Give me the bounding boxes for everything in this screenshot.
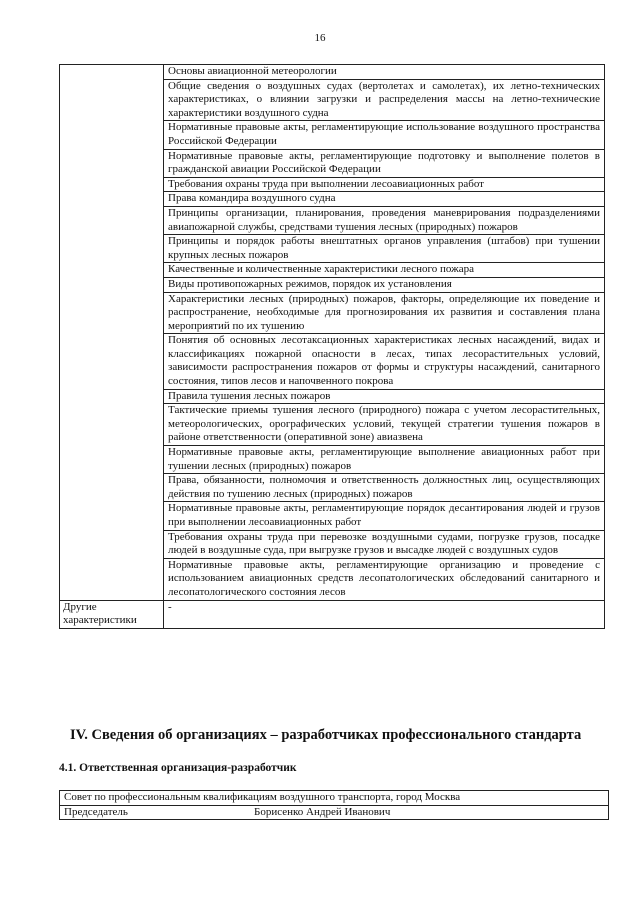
knowledge-item: Общие сведения о воздушных судах (вертолетах и самолетах), их летно-технических характеристиках, о влиянии загрузки и распределения массы на летно-технические характеристики воздушного судна	[164, 79, 605, 121]
knowledge-item: Тактические приемы тушения лесного (природного) пожара с учетом лесорастительных, метеорологических, орографических условий, текущей стратегии тушения пожаров в районе ответственности (оперативной зоне) авиазвена	[164, 404, 605, 446]
page-number: 16	[314, 32, 326, 44]
knowledge-item: Понятия об основных лесотаксационных характеристиках лесных насаждений, видах и классификациях пожарной опасности в лесах, типах лесорастительных условий, зависимости распространения пожаров от формы и структуры насаждений, санитарного состояния, типов лесов и напочвенного покрова	[164, 334, 605, 389]
knowledge-item: Характеристики лесных (природных) пожаров, факторы, определяющие их поведение и распространение, необходимые для прогнозирования их развития и составления плана мероприятий по их тушению	[164, 292, 605, 334]
chair-role: Председатель	[64, 805, 128, 818]
knowledge-item: Принципы и порядок работы внештатных органов управления (штабов) при тушении крупных лесных пожаров	[164, 235, 605, 263]
knowledge-item: Требования охраны труда при перевозке воздушными судами, погрузке грузов, посадке людей в воздушные суда, при выгрузке грузов и высадке людей с воздушных судов	[164, 530, 605, 558]
other-characteristics-label: Другие характеристики	[60, 600, 164, 628]
requirements-table-body	[60, 65, 605, 629]
other-characteristics-value: -	[164, 600, 605, 628]
knowledge-item: Качественные и количественные характеристики лесного пожара	[164, 263, 605, 278]
knowledge-item: Принципы организации, планирования, проведения маневрирования подразделениями авиапожарной службы, средствами тушения лесных (природных) пожаров	[164, 206, 605, 234]
knowledge-item: Нормативные правовые акты, регламентирующие использование воздушного пространства Российской Федерации	[164, 121, 605, 149]
chair-row	[60, 805, 609, 820]
knowledge-item: Нормативные правовые акты, регламентирующие порядок десантирования людей и грузов при выполнении лесоавиационных работ	[164, 502, 605, 530]
other-characteristics-row	[60, 600, 605, 628]
organization-name: Совет по профессиональным квалификациям воздушного транспорта, город Москва	[60, 791, 609, 806]
knowledge-item: Основы авиационной метеорологии	[164, 65, 605, 80]
knowledge-item: Нормативные правовые акты, регламентирующие организацию и проведение с использованием авиационных средств лесопатологических обследований санитарного и лесопатологического состояния лесов	[164, 558, 605, 600]
knowledge-item: Требования охраны труда при выполнении лесоавиационных работ	[164, 177, 605, 192]
organization-table	[59, 790, 609, 820]
knowledge-item: Права командира воздушного судна	[164, 192, 605, 207]
knowledge-item: Нормативные правовые акты, регламентирующие подготовку и выполнение полетов в гражданской авиации Российской Федерации	[164, 149, 605, 177]
blank-label-cell	[60, 65, 164, 601]
section-heading: IV. Сведения об организациях – разработчиках профессионального стандарта	[70, 727, 582, 743]
chair-cell	[60, 805, 609, 820]
knowledge-item: Виды противопожарных режимов, порядок их установления	[164, 277, 605, 292]
chair-name: Борисенко Андрей Иванович	[254, 805, 391, 818]
knowledge-item: Правила тушения лесных пожаров	[164, 389, 605, 404]
requirements-table	[59, 64, 605, 629]
organization-row	[60, 791, 609, 806]
knowledge-item: Нормативные правовые акты, регламентирующие выполнение авиационных работ при тушении лесных (природных) пожаров	[164, 446, 605, 474]
table-row	[60, 65, 605, 80]
knowledge-item: Права, обязанности, полномочия и ответственность должностных лиц, осуществляющих действия по тушению лесных (природных) пожаров	[164, 474, 605, 502]
subsection-heading: 4.1. Ответственная организация-разработчик	[59, 762, 297, 774]
